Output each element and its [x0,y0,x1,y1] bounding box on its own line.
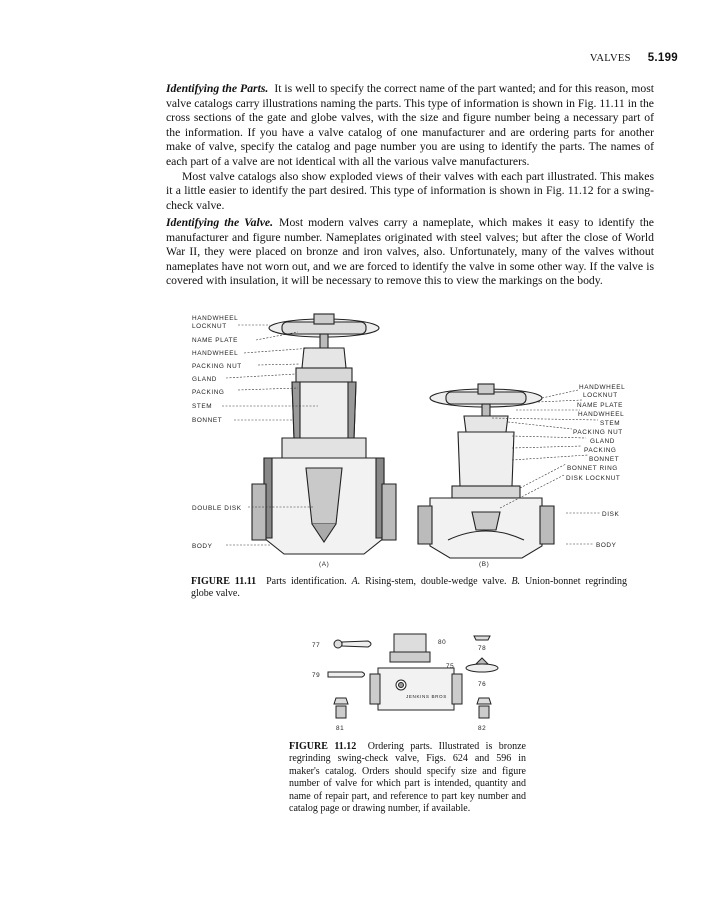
view-a-label: (A) [319,561,330,568]
exploded-view-drawing [328,634,498,718]
figure-11-11-caption [191,576,627,601]
part-80: 80 [438,639,447,646]
paragraph-text: It is well to specify the correct name of the part wanted; and for this reason, most valve catalogs carry illustrations naming the parts. This type of information is shown in Fig. 11.11 in the cross sections of the gate and globe valves, with the size and figure number being a necessary part of the information. If you have a valve catalog of one manufacturer and are ordering parts for another make of valve, specify the catalog and page number you are using to identify the parts. The names of each part of a valve are not identical with all the various valve manufacturers. [166,82,654,168]
part-78: 78 [478,645,487,652]
label-b-bonnet: BONNET [589,456,620,463]
caption-b-letter: B. [511,576,521,587]
part-81: 81 [336,725,345,732]
label-a-stem: STEM [192,403,213,410]
page-number: 5.199 [647,52,678,64]
figure-11-12-drawing [306,628,516,738]
caption-text: Ordering parts. Illustrated is bronze regrinding swing-check valve, Figs. 624 and 596 in maker's catalog. Orders should specify size and figure number of valve for which part is intended, quantity and name of repair part, and reference to part key number and catalog page or drawing number, if available. [289,741,526,815]
label-b-body: BODY [596,542,617,549]
part-76: 76 [478,681,487,688]
part-82: 82 [478,725,487,732]
section-identifying-valve [166,216,654,289]
label-a-double-disk: DOUBLE DISK [192,505,242,512]
label-a-packing-nut: PACKING NUT [192,363,242,370]
caption-b-text: Union-bonnet regrinding globe valve. [191,576,628,600]
label-a-locknut: LOCKNUT [192,323,227,330]
gate-valve-drawing [252,314,396,554]
label-b-locknut: LOCKNUT [583,392,618,399]
label-b-gland: GLAND [590,438,616,445]
part-77: 77 [312,642,321,649]
label-b-handwheel-2: HANDWHEEL [578,411,625,418]
run-head: Identifying the Parts. [166,82,269,95]
part-75: 75 [446,663,455,670]
label-b-disk-locknut: DISK LOCKNUT [566,475,621,482]
paragraph [166,216,654,289]
label-b-packing: PACKING [584,447,617,454]
label-a-body: BODY [192,543,213,550]
label-b-disk: DISK [602,511,620,518]
paragraph: Most valve catalogs also show exploded views of their valves with each part illustrated. This makes it a little easier to identify the part desired. This type of information is shown in Fig. 11.12 for a swing-check valve. [166,169,654,212]
running-header [590,52,678,64]
paragraph [166,82,654,170]
part-79: 79 [312,672,321,679]
figure-11-12-caption [289,741,526,815]
caption-a-text: Rising-stem, double-wedge valve. [365,576,507,587]
running-title: VALVES [589,53,631,64]
paragraph-text: Most modern valves carry a nameplate, which makes it easy to identify the manufacturer and figure number. Nameplates originated with steel valves; but after the close of World War II, they were placed on bronze and iron valves, also. Unfortunately, many of the valves without nameplates have not worn out, and we are forced to identify the valve in some other way. If the valve is covered with insulation, it will be necessary to remove this to view the markings on the body. [166,216,654,288]
caption-lead: Parts identification. [266,576,347,587]
label-a-bonnet: BONNET [192,417,223,424]
figure-11-11 [186,308,636,572]
label-b-stem: STEM [600,420,621,427]
label-a-handwheel: HANDWHEEL [192,315,239,322]
label-b-bonnet-ring: BONNET RING [567,465,618,472]
run-head: Identifying the Valve. [166,216,274,229]
view-b-label: (B) [479,561,490,568]
body-marking: JENKINS BROS [406,694,447,699]
label-b-name-plate: NAME PLATE [577,402,624,409]
label-b-handwheel: HANDWHEEL [579,384,626,391]
label-a-packing: PACKING [192,389,225,396]
label-a-gland: GLAND [192,376,218,383]
figure-label: FIGURE 11.11 [191,576,257,587]
figure-11-12 [306,628,516,738]
caption-a-letter: A. [351,576,361,587]
label-b-packing-nut: PACKING NUT [573,429,623,436]
label-a-name-plate: NAME PLATE [192,337,239,344]
figure-11-11-drawing [186,308,636,572]
figure-label: FIGURE 11.12 [289,741,357,752]
section-identifying-parts [166,82,654,213]
label-a-handwheel-2: HANDWHEEL [192,350,239,357]
